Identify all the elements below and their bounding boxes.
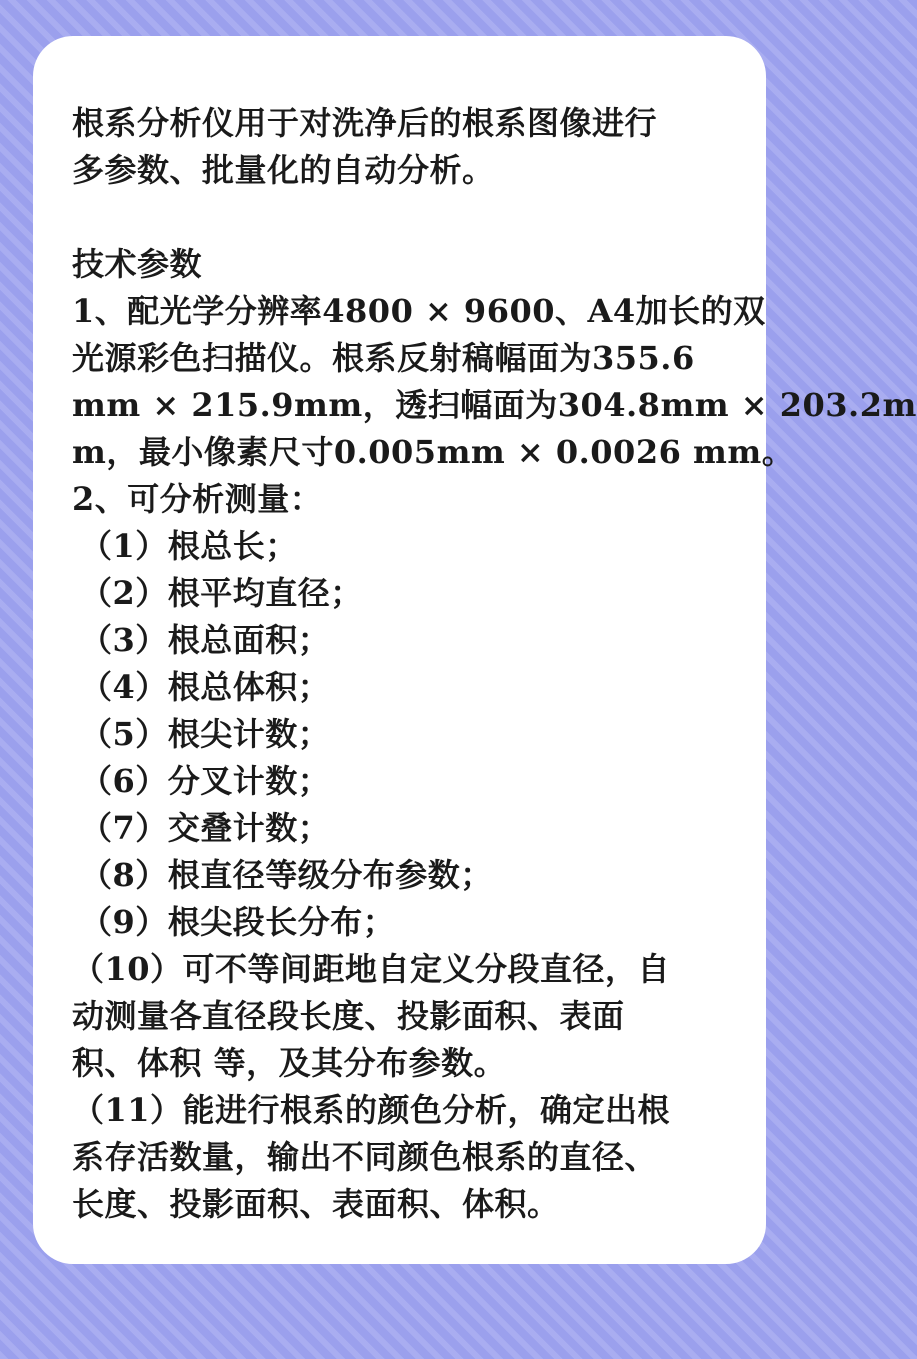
item11-line: 长度、投影面积、表面积、体积。 bbox=[72, 1185, 560, 1223]
intro-line: 多参数、批量化的自动分析。 bbox=[72, 151, 495, 189]
item10-line: 积、体积 等，及其分布参数。 bbox=[72, 1044, 507, 1082]
measurement-item: （3）根总面积； bbox=[80, 621, 331, 659]
item2-title: 2、可分析测量： bbox=[72, 480, 323, 518]
spacer bbox=[72, 194, 746, 241]
measurement-item: （9）根尖段长分布； bbox=[80, 903, 396, 941]
measurement-item: （6）分叉计数； bbox=[80, 762, 331, 800]
section-title: 技术参数 bbox=[72, 245, 203, 283]
item10-line: 动测量各直径段长度、投影面积、表面 bbox=[72, 997, 625, 1035]
measurement-item: （4）根总体积； bbox=[80, 668, 331, 706]
item1-line: m，最小像素尺寸0.005mm × 0.0026 mm。 bbox=[72, 433, 795, 471]
measurement-item: （1）根总长； bbox=[80, 527, 298, 565]
content-card bbox=[33, 36, 917, 1264]
item10-line: （10）可不等间距地自定义分段直径，自 bbox=[72, 950, 671, 988]
item11-line: 系存活数量，输出不同颜色根系的直径、 bbox=[72, 1138, 658, 1176]
item1-line: 1、配光学分辨率4800 × 9600、A4加长的双 bbox=[72, 292, 766, 330]
intro-line: 根系分析仪用于对洗净后的根系图像进行 bbox=[72, 104, 658, 142]
measurement-item: （8）根直径等级分布参数； bbox=[80, 856, 493, 894]
item11-line: （11）能进行根系的颜色分析，确定出根 bbox=[72, 1091, 671, 1129]
measurement-item: （2）根平均直径； bbox=[80, 574, 363, 612]
item1-line: 光源彩色扫描仪。根系反射稿幅面为355.6 bbox=[72, 339, 695, 377]
item1-line: mm × 215.9mm，透扫幅面为304.8mm × 203.2m bbox=[72, 386, 917, 424]
measurement-item: （5）根尖计数； bbox=[80, 715, 331, 753]
measurement-item: （7）交叠计数； bbox=[80, 809, 331, 847]
